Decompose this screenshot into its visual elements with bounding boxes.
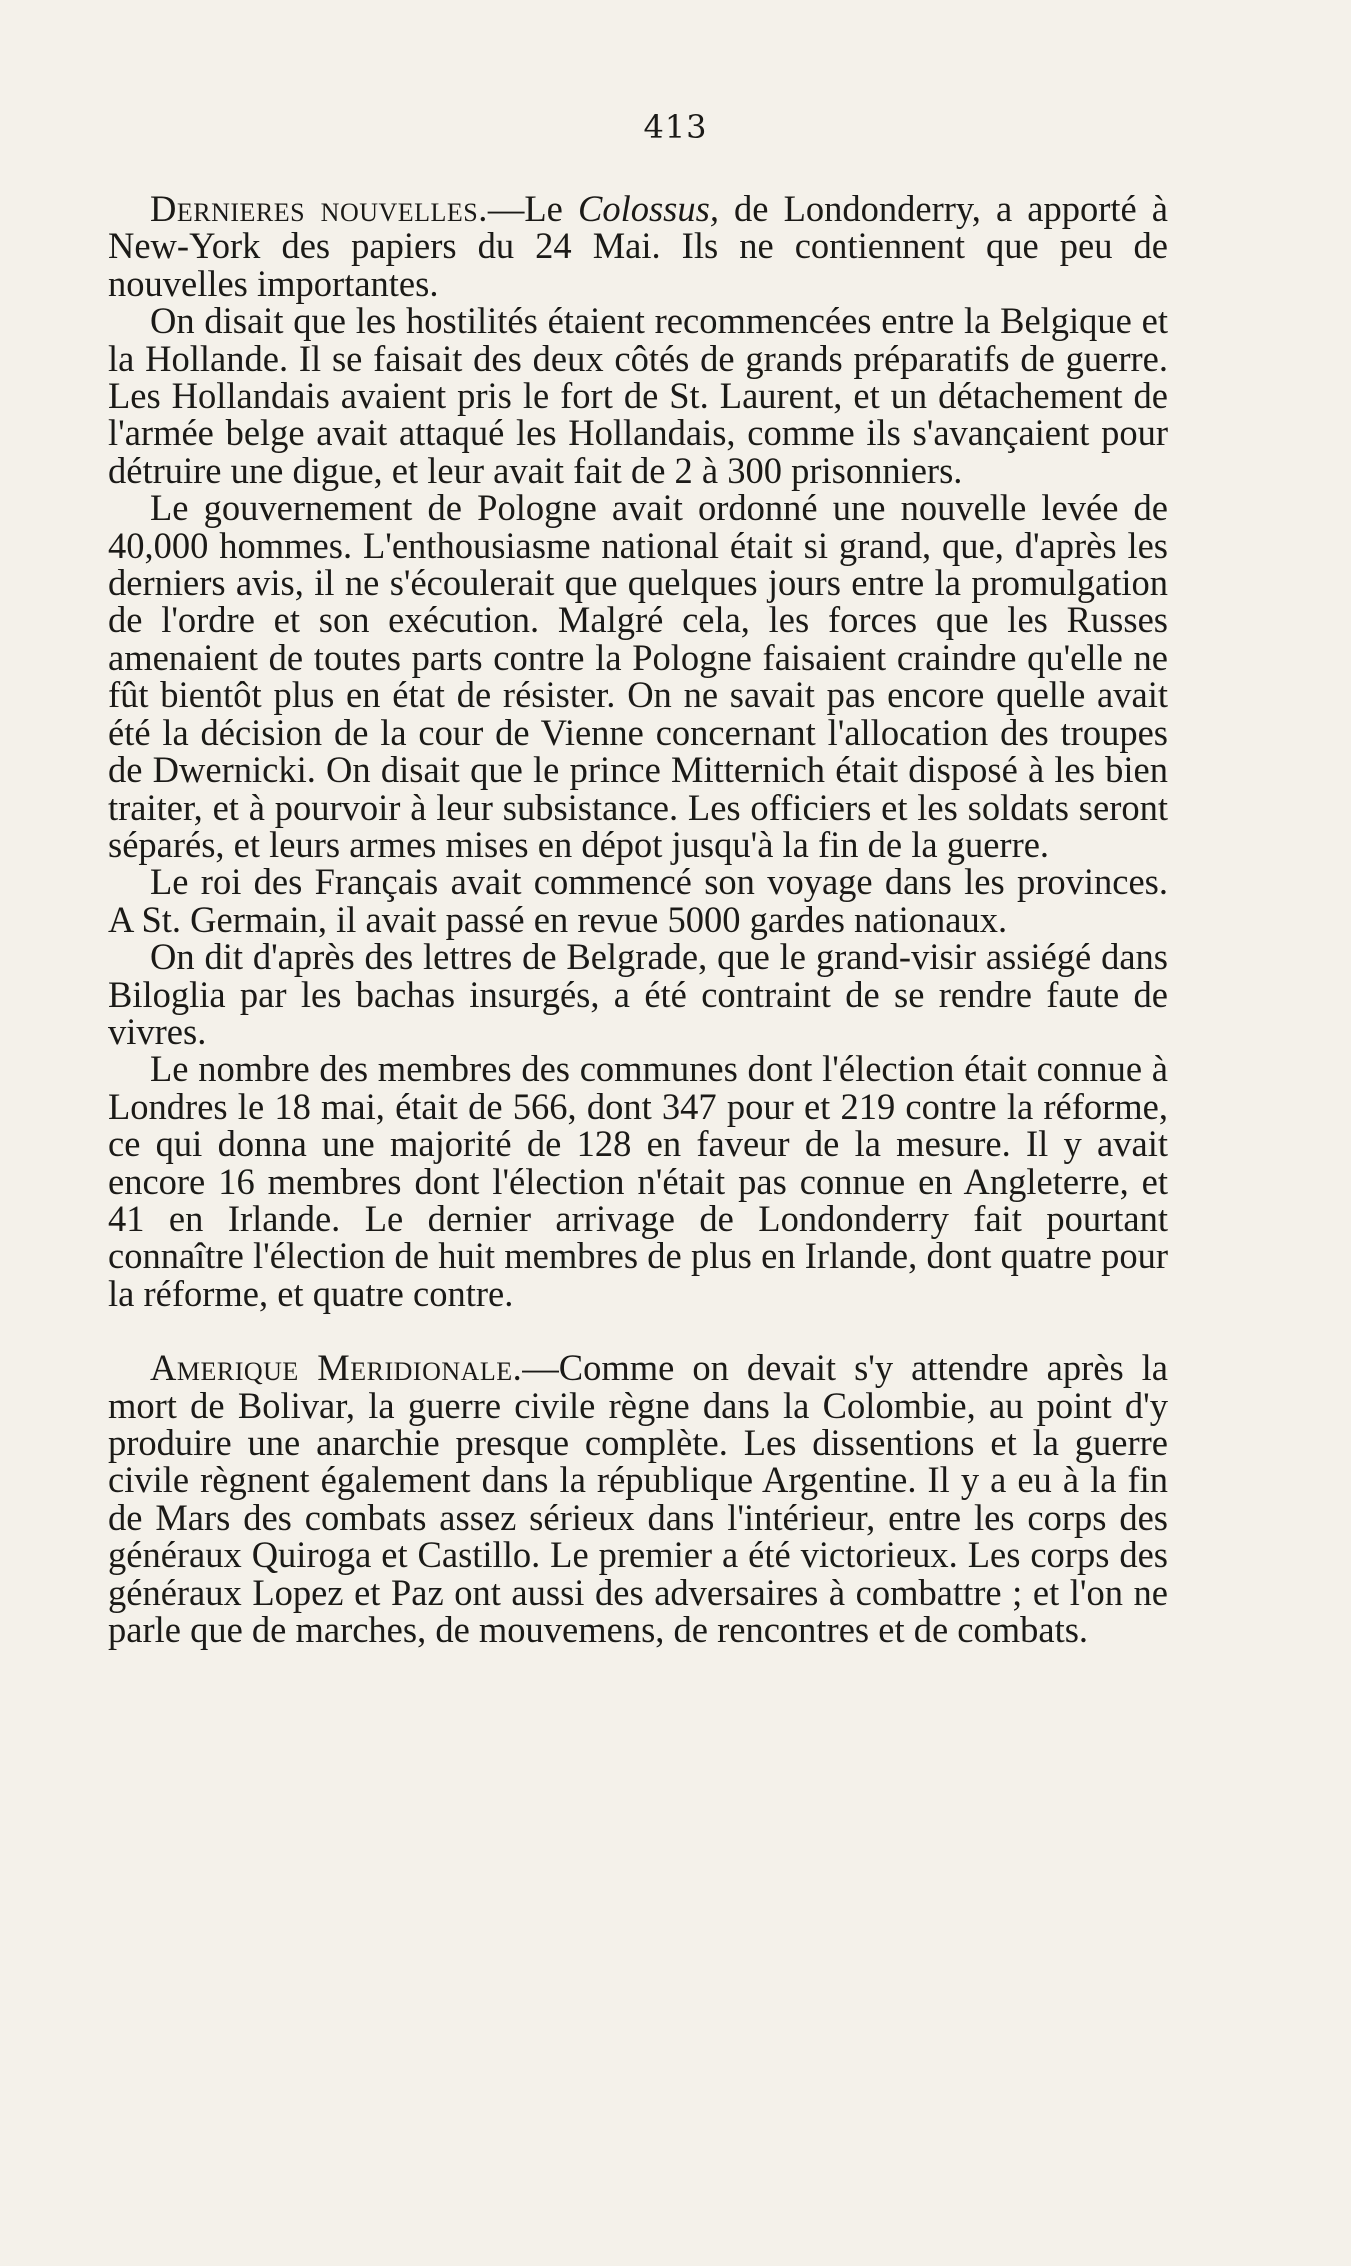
section-heading: Amerique Meridionale. bbox=[150, 1347, 523, 1389]
paragraph-france: Le roi des Français avait commencé son voyage dans les provinces. A St. Germain, il avait passé en revue 5000 gardes nationaux. bbox=[108, 861, 1168, 940]
section-heading: Dernieres nouvelles. bbox=[150, 188, 488, 229]
section-2-paragraph: Amerique Meridionale.—Comme on devait s'y attendre après la mort de Bolivar, la guerre civile règne dans la Colombie, au point d'y produire une anarchie presque complète. Les dissentions et la guerre civile règnent également dans la république Argentine. Il y a eu à la fin de Mars des combats assez sérieux dans l'intérieur, entre les corps des généraux Quiroga et Castillo. Le premier a été victorieux. Les corps des généraux Lopez et Paz ont aussi des adversaires à combattre ; et l'on ne parle que de marches, de mouvemens, de rencontres et de combats. bbox=[108, 1347, 1168, 1651]
page-number: 413 bbox=[643, 108, 708, 146]
section-1-first-paragraph: Dernieres nouvelles.—Le Colossus, de Londonderry, a apporté à New-York des papiers du 24 Mai. Ils ne contiennent que peu de nouvelles importantes. bbox=[108, 188, 1169, 304]
paragraph-belgium: On disait que les hostilités étaient recommencées entre la Belgique et la Hollande. Il se faisait des deux côtés de grands préparatifs de guerre. Les Hollandais avaient pris le fort de St. Laurent, et un détachement de l'armée belge avait attaqué les Hollandais, comme ils s'avançaient pour détruire une digue, et leur avait fait de 2 à 300 prisonniers. bbox=[108, 300, 1168, 491]
ship-name: Colossus, bbox=[577, 188, 719, 229]
paragraph-elections: Le nombre des membres des communes dont l'élection était connue à Londres le 18 mai, était de 566, dont 347 pour et 219 contre la réforme, ce qui donna une majorité de 128 en faveur de la mesure. Il y avait encore 16 membres dont l'élection n'était pas connue en Angleterre, et 41 en Irlande. Le dernier arrivage de Londonderry fait pourtant connaître l'élection de huit membres de plus en Irlande, dont quatre pour la réforme, et quatre contre. bbox=[108, 1048, 1168, 1314]
paragraph-belgrade: On dit d'après des lettres de Belgrade, que le grand-visir assiégé dans Biloglia par les bachas insurgés, a été contraint de se rendre faute de vivres. bbox=[108, 936, 1168, 1052]
page-text bbox=[108, 188, 1169, 1651]
section-spacer bbox=[108, 1312, 1168, 1349]
paragraph-poland: Le gouvernement de Pologne avait ordonné une nouvelle levée de 40,000 hommes. L'enthousiasme national était si grand, que, d'après les derniers avis, il ne s'écoulerait que quelques jours entre la promulgation de l'ordre et son exécution. Malgré cela, les forces que les Russes amenaient de toutes parts contre la Pologne faisaient craindre qu'elle ne fût bientôt plus en état de résister. On ne savait pas encore quelle avait été la décision de la cour de Vienne concernant l'allocation des troupes de Dwernicki. On disait que le prince Mitternich était disposé à les bien traiter, et à pourvoir à leur subsistance. Les officiers et les soldats seront séparés, et leurs armes mises en dépot jusqu'à la fin de la guerre. bbox=[108, 487, 1168, 865]
